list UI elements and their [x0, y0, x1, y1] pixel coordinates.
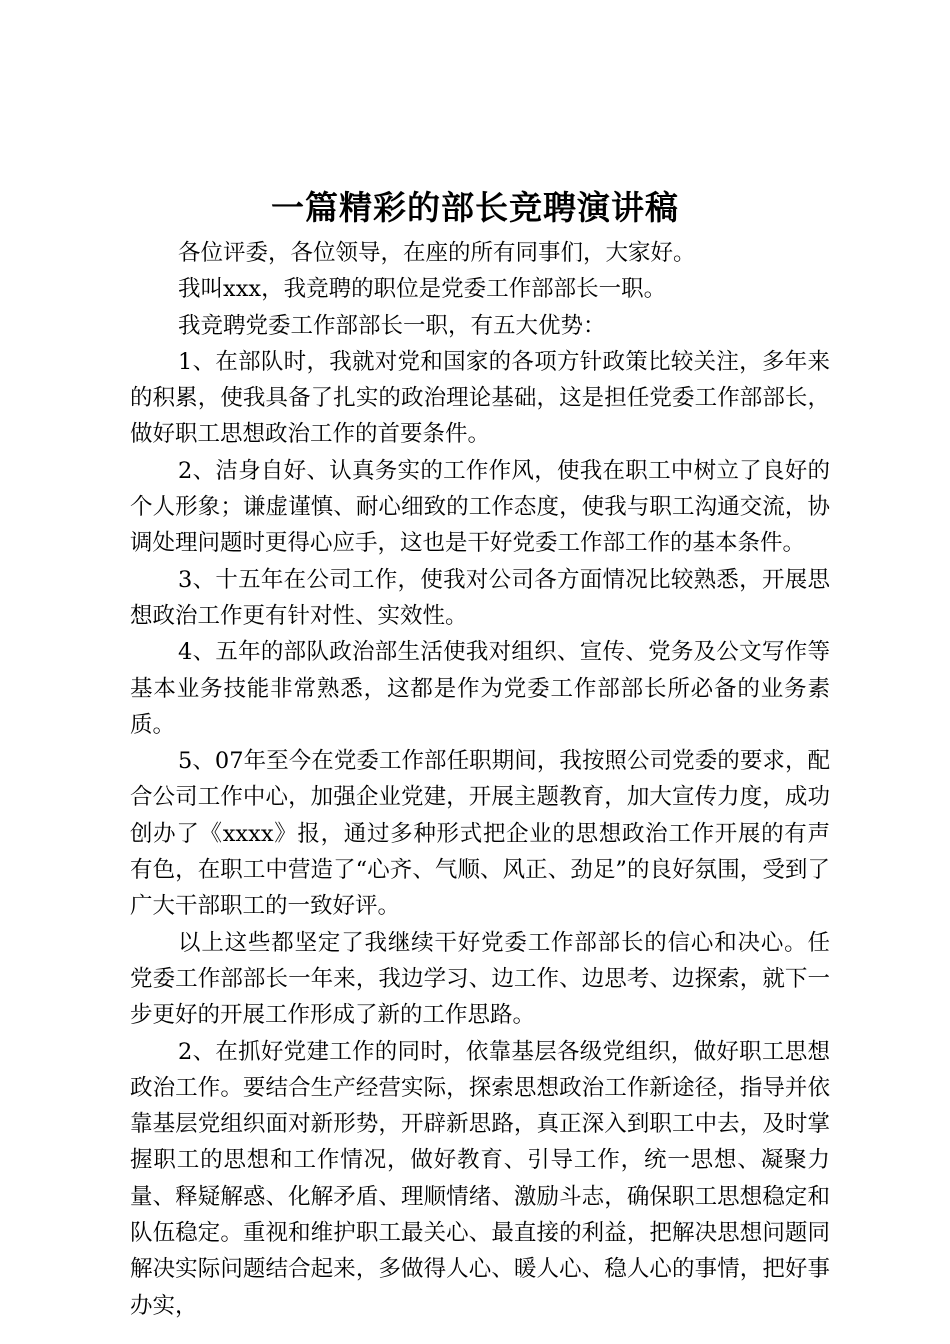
paragraph-advantages-intro: 我竞聘党委工作部部长一职，有五大优势： [178, 312, 606, 339]
document-body [130, 235, 830, 1324]
paragraph-advantage-2: 2、洁身自好、认真务实的工作作风，使我在职工中树立了良好的个人形象；谦虚谨慎、耐心细致的工作态度，使我与职工沟通交流，协调处理问题时更得心应手，这也是干好党委工作部工作的基本条件。 [130, 457, 830, 557]
paragraph-summary: 以上这些都坚定了我继续干好党委工作部部长的信心和决心。任党委工作部部长一年来，我边学习、边工作、边思考、边探索，就下一步更好的开展工作形成了新的工作思路。 [130, 929, 830, 1029]
paragraph-advantage-4: 4、五年的部队政治部生活使我对组织、宣传、党务及公文写作等基本业务技能非常熟悉，这都是作为党委工作部部长所必备的业务素质。 [130, 639, 830, 738]
paragraph-plan-2: 2、在抓好党建工作的同时，依靠基层各级党组织，做好职工思想政治工作。要结合生产经营实际，探索思想政治工作新途径，指导并依靠基层党组织面对新形势，开辟新思路，真正深入到职工中去，及时掌握职工的思想和工作情况，做好教育、引导工作，统一思想、凝聚力量、释疑解惑、化解矛盾、理顺情绪、激励斗志，确保职工思想稳定和队伍稳定。重视和维护职工最关心、最直接的利益，把解决思想问题同解决实际问题结合起来，多做得人心、暖人心、稳人心的事情，把好事办实， [130, 1038, 830, 1319]
paragraph-introduction: 我叫xxx，我竞聘的职位是党委工作部部长一职。 [178, 276, 667, 303]
paragraph-advantage-3: 3、十五年在公司工作，使我对公司各方面情况比较熟悉，开展思想政治工作更有针对性、实效性。 [130, 566, 830, 629]
document-title: 一篇精彩的部长竞聘演讲稿 [271, 188, 679, 227]
paragraph-advantage-5: 5、07年至今在党委工作部任职期间，我按照公司党委的要求，配合公司工作中心，加强企业党建，开展主题教育，加大宣传力度，成功创办了《xxxx》报，通过多种形式把企业的思想政治工作开展的有声有色，在职工中营造了“心齐、气顺、风正、劲足”的良好氛围，受到了广大干部职工的一致好评。 [130, 748, 830, 920]
paragraph-greeting: 各位评委，各位领导，在座的所有同事们，大家好。 [178, 240, 696, 266]
paragraph-advantage-1: 1、在部队时，我就对党和国家的各项方针政策比较关注，多年来的积累，使我具备了扎实的政治理论基础，这是担任党委工作部部长，做好职工思想政治工作的首要条件。 [130, 348, 830, 448]
